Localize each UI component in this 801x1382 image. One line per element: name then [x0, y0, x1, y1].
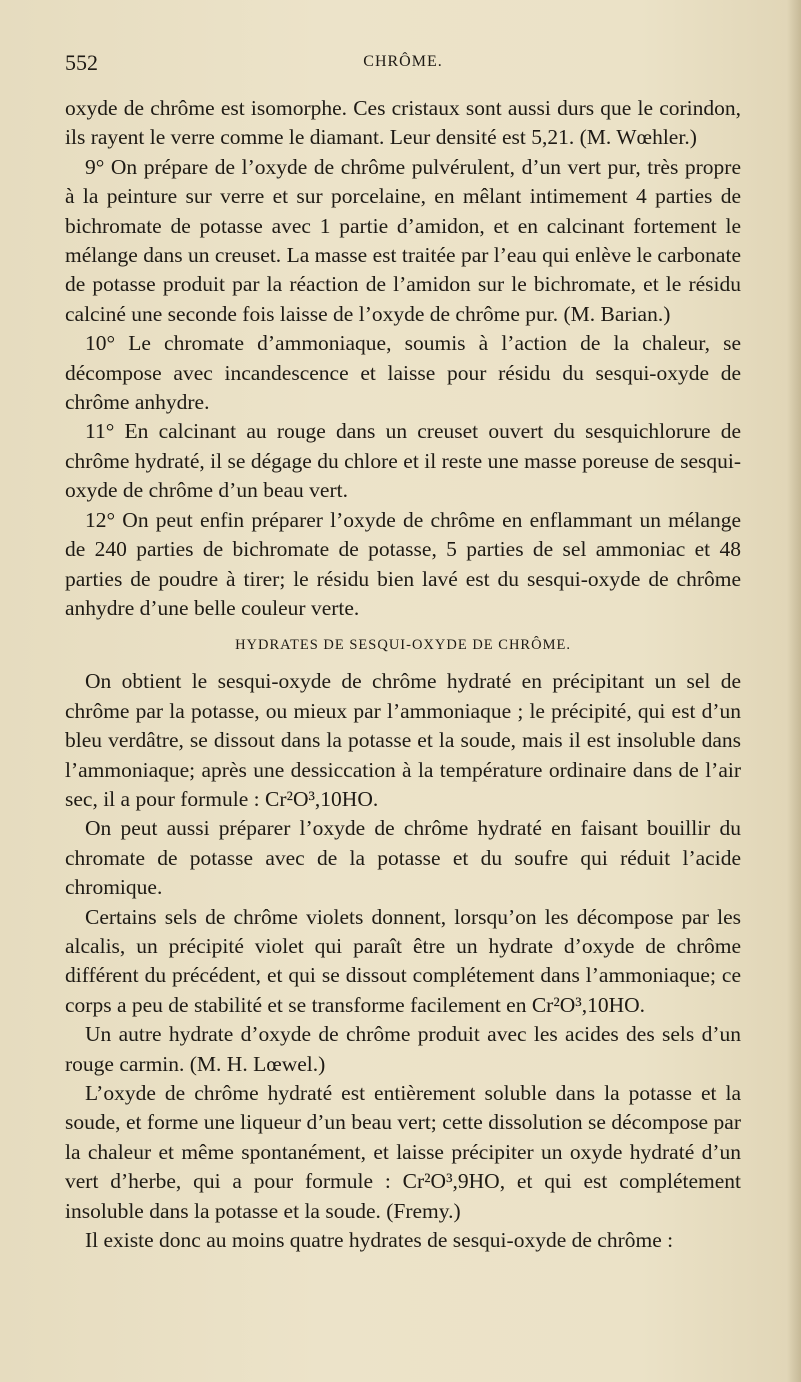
- paragraph: 10° Le chromate d’ammoniaque, soumis à l’action de la chaleur, se décompose avec incandescence et laisse pour résidu du sesqui-oxyde de chrôme anhydre.: [65, 331, 741, 415]
- page-number: 552: [65, 50, 98, 75]
- running-title: CHRÔME.: [363, 53, 443, 70]
- paragraph: 12° On peut enfin préparer l’oxyde de chrôme en enflammant un mélange de 240 parties de bichromate de potasse, 5 parties de sel ammoniac et 48 parties de poudre à tirer; le résidu bien lavé est du sesqui-oxyde de chrôme anhydre d’une belle couleur verte.: [65, 507, 741, 620]
- page-edge-shadow: [787, 0, 801, 1382]
- paragraph: 11° En calcinant au rouge dans un creuset ouvert du sesquichlorure de chrôme hydraté, il se dégage du chlore et il reste une masse poreuse de sesqui-oxyde de chrôme d’un beau vert.: [65, 419, 741, 503]
- paragraph: On peut aussi préparer l’oxyde de chrôme hydraté en faisant bouillir du chromate de potasse avec de la potasse et du soufre qui réduit l’acide chromique.: [65, 816, 741, 900]
- paragraph: oxyde de chrôme est isomorphe. Ces cristaux sont aussi durs que le corindon, ils rayent le verre comme le diamant. Leur densité est 5,21. (M. Wœhler.): [65, 96, 741, 150]
- body-text: [65, 94, 741, 1255]
- paragraph: Certains sels de chrôme violets donnent, lorsqu’on les décompose par les alcalis, un précipité violet qui paraît être un hydrate d’oxyde de chrôme différent du précédent, et qui se dissout complétement dans l’ammoniaque; ce corps a peu de stabilité et se transforme facilement en Cr²O³,10HO.: [65, 904, 741, 1017]
- paragraph: 9° On prépare de l’oxyde de chrôme pulvérulent, d’un vert pur, très propre à la peinture sur verre et sur porcelaine, en mêlant intimement 4 parties de bichromate de potasse avec 1 partie d’amidon, et en calcinant fortement le mélange dans un creuset. La masse est traitée par l’eau qui enlève le carbonate de potasse produit par la réaction de l’amidon sur le bichromate, et le résidu calciné une seconde fois laisse de l’oxyde de chrôme pur. (M. Barian.): [65, 154, 741, 326]
- paragraph: Un autre hydrate d’oxyde de chrôme produit avec les acides des sels d’un rouge carmin. (M. H. Lœwel.): [65, 1022, 741, 1076]
- paragraph: Il existe donc au moins quatre hydrates de sesqui-oxyde de chrôme :: [85, 1228, 674, 1253]
- section-heading: HYDRATES DE SESQUI-OXYDE DE CHRÔME.: [235, 637, 571, 654]
- page-header: [65, 50, 741, 80]
- paragraph: On obtient le sesqui-oxyde de chrôme hydraté en précipitant un sel de chrôme par la potasse, ou mieux par l’ammoniaque ; le précipité, qui est d’un bleu verdâtre, se dissout dans la potasse et la soude, mais il est insoluble dans l’ammoniaque; après une dessiccation à la température ordinaire dans de l’air sec, il a pour formule : Cr²O³,10HO.: [65, 669, 741, 811]
- paragraph: L’oxyde de chrôme hydraté est entièrement soluble dans la potasse et la soude, et forme une liqueur d’un beau vert; cette dissolution se décompose par la chaleur et même spontanément, et laisse précipiter un oxyde hydraté d’un vert d’herbe, qui a pour formule : Cr²O³,9HO, et qui est complétement insoluble dans la potasse et la soude. (Fremy.): [65, 1081, 741, 1223]
